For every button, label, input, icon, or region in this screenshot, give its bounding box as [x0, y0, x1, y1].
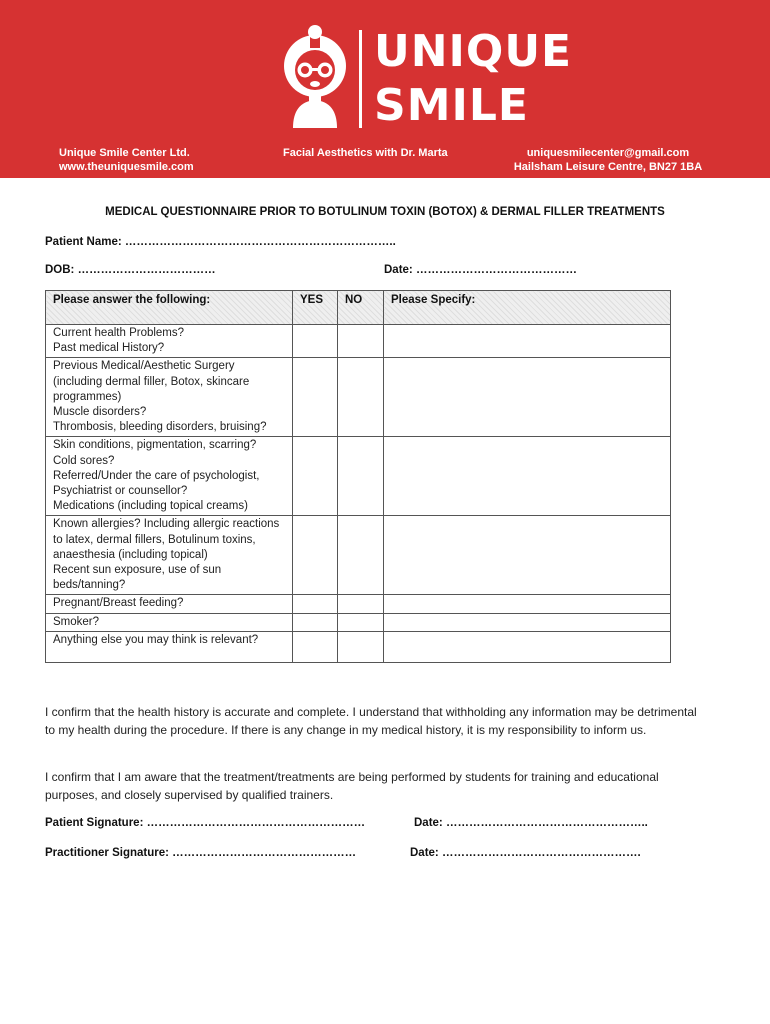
company-info [59, 146, 194, 174]
table-row [46, 631, 671, 662]
question: Smoker? [53, 615, 100, 628]
yes-cell[interactable] [293, 613, 338, 631]
specify-cell[interactable] [384, 613, 671, 631]
patient-signature-field[interactable]: Patient Signature: ………………………………………………… [45, 817, 366, 829]
table-row [46, 516, 671, 595]
logo-divider [359, 30, 362, 128]
question: Muscle disorders? [53, 406, 147, 419]
dob-field[interactable]: DOB: ……………………………… [45, 264, 216, 276]
question-cell [46, 595, 293, 613]
form-title: MEDICAL QUESTIONNAIRE PRIOR TO BOTULINUM TOXIN (BOTOX) & DERMAL FILLER TREATMENTS [105, 206, 665, 218]
question: Recent sun exposure, use of sun beds/tanning? [53, 564, 222, 592]
yes-cell[interactable] [293, 325, 338, 358]
table-row [46, 325, 671, 358]
patient-name-field[interactable]: Patient Name: …………………………………………………………….. [45, 236, 396, 248]
question: Medications (including topical creams) [53, 500, 248, 513]
no-cell[interactable] [338, 516, 384, 595]
no-cell[interactable] [338, 358, 384, 437]
brand-name-line1: UNIQUE [374, 26, 573, 77]
table-row [46, 613, 671, 631]
contact-address: Hailsham Leisure Centre, BN27 1BA [513, 161, 703, 173]
service-info: Facial Aesthetics with Dr. Marta [283, 147, 448, 159]
no-cell[interactable] [338, 595, 384, 613]
question-cell [46, 631, 293, 662]
date-field[interactable]: Date: …………………………………… [384, 264, 577, 276]
yes-cell[interactable] [293, 631, 338, 662]
question: Current health Problems? [53, 327, 185, 339]
practitioner-date-field[interactable]: Date: ……………………………………………. [410, 847, 641, 859]
question-cell [46, 516, 293, 595]
practitioner-signature-field[interactable]: Practitioner Signature: ………………………………………… [45, 847, 357, 859]
yes-cell[interactable] [293, 358, 338, 437]
no-cell[interactable] [338, 613, 384, 631]
question: Known allergies? Including allergic reactions to latex, dermal fillers, Botulinum toxins, anaesthesia (including topical) [53, 518, 280, 561]
specify-cell[interactable] [384, 437, 671, 516]
yes-cell[interactable] [293, 595, 338, 613]
consent-paragraph-1: I confirm that the health history is accurate and complete. I understand that withholding any information may be detrimental to my health during the procedure. If there is any change in my medical history, it is my responsibility to inform us. [45, 705, 697, 737]
yes-cell[interactable] [293, 437, 338, 516]
brand-name-line2: SMILE [374, 80, 529, 131]
questionnaire-table [45, 290, 671, 663]
yes-header: YES [293, 291, 338, 325]
yes-cell[interactable] [293, 516, 338, 595]
question: Anything else you may think is relevant? [53, 633, 259, 646]
company-name: Unique Smile Center Ltd. [59, 147, 190, 159]
specify-cell[interactable] [384, 516, 671, 595]
table-row [46, 595, 671, 613]
question: Referred/Under the care of psychologist, Psychiatrist or counsellor? [53, 469, 260, 498]
contact-info [508, 146, 708, 174]
question: Thrombosis, bleeding disorders, bruising? [53, 421, 267, 434]
header-banner [0, 0, 770, 178]
question-cell [46, 325, 293, 358]
specify-cell[interactable] [384, 595, 671, 613]
question-header: Please answer the following: [46, 291, 293, 325]
question: Past medical History? [53, 342, 165, 355]
question-cell [46, 613, 293, 631]
no-cell[interactable] [338, 437, 384, 516]
question-cell [46, 358, 293, 437]
question: Previous Medical/Aesthetic Surgery (including dermal filler, Botox, skincare programmes) [53, 360, 250, 403]
table-row [46, 358, 671, 437]
specify-cell[interactable] [384, 325, 671, 358]
no-header: NO [338, 291, 384, 325]
specify-cell[interactable] [384, 631, 671, 662]
no-cell[interactable] [338, 325, 384, 358]
table-header-row [46, 291, 671, 325]
consent-paragraph-2: I confirm that I am aware that the treatment/treatments are being performed by students for training and educational purposes, and closely supervised by qualified trainers. [45, 770, 659, 802]
question-cell [46, 437, 293, 516]
company-website: www.theuniquesmile.com [59, 161, 194, 173]
logo-face-icon [279, 24, 351, 128]
contact-email: uniquesmilecenter@gmail.com [526, 147, 690, 159]
patient-date-field[interactable]: Date: …………………………………………….. [414, 817, 648, 829]
question: Pregnant/Breast feeding? [53, 597, 184, 610]
question: Skin conditions, pigmentation, scarring? [53, 439, 257, 452]
specify-header: Please Specify: [384, 291, 671, 325]
table-row [46, 437, 671, 516]
question: Cold sores? [53, 454, 115, 467]
specify-cell[interactable] [384, 358, 671, 437]
no-cell[interactable] [338, 631, 384, 662]
